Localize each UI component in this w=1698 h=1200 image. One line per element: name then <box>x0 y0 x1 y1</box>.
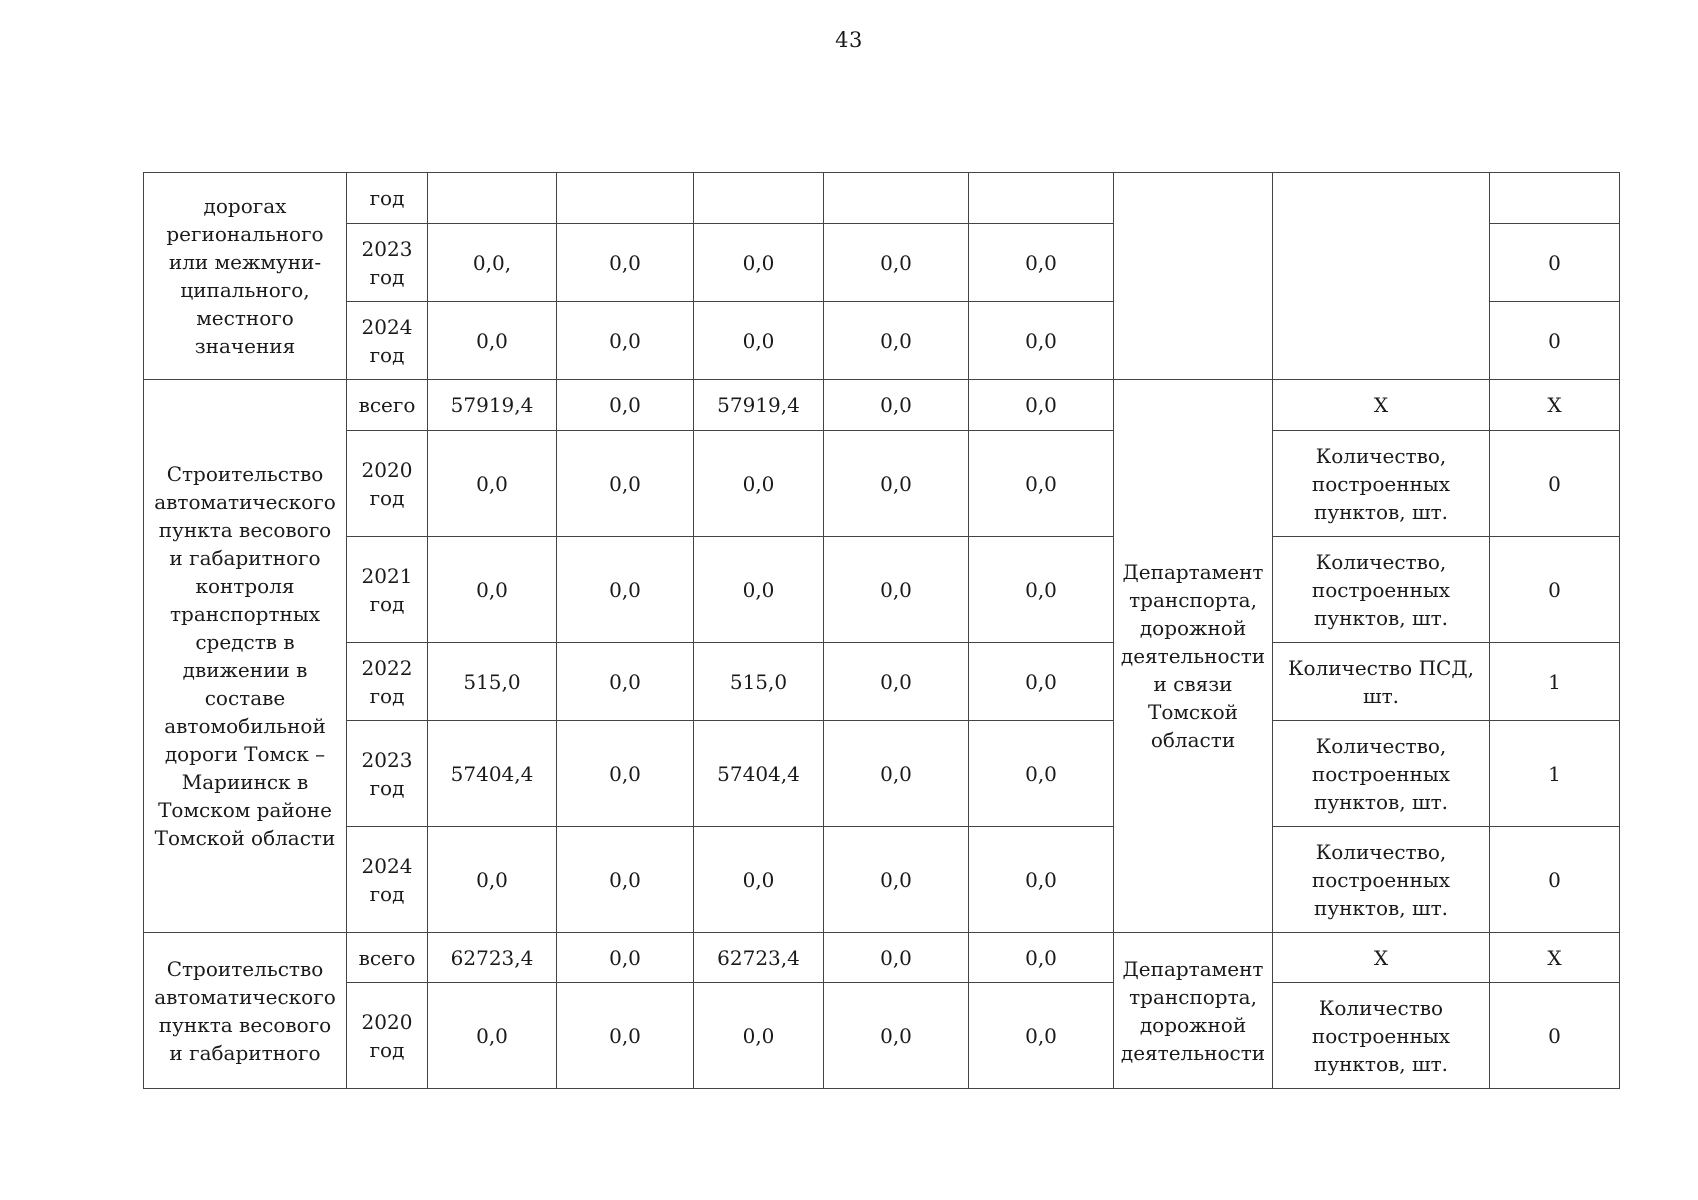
value-cell: 0,0 <box>824 933 969 983</box>
value-cell: 0,0 <box>969 933 1114 983</box>
value-cell: 0,0 <box>557 827 694 933</box>
event-name: Строительство автоматического пункта весового и габаритного контроля транспортных средств в движении в составе автомобильной дороги Томск – Мариинск в Томском районе Томской области <box>144 380 347 933</box>
table-row <box>144 173 1620 224</box>
event-name: дорогах регионального или межмуни-ципального, местного значения <box>144 173 347 380</box>
year-cell: 2023 год <box>347 224 428 302</box>
value-cell: 0,0 <box>824 721 969 827</box>
responsible-org: Департамент транспорта, дорожной деятельности и связи Томской области <box>1114 380 1273 933</box>
indicator-value: 0 <box>1490 537 1620 643</box>
year-cell: 2024 год <box>347 302 428 380</box>
indicator-value: 1 <box>1490 643 1620 721</box>
value-cell: 0,0, <box>428 224 557 302</box>
indicator-value <box>1490 173 1620 224</box>
event-name: Строительство автоматического пункта весового и габаритного <box>144 933 347 1089</box>
page-number: 43 <box>835 28 863 52</box>
table-row <box>144 721 1620 827</box>
indicator-name <box>1273 173 1490 380</box>
value-cell <box>969 173 1114 224</box>
indicator-value: 0 <box>1490 983 1620 1089</box>
value-cell: 0,0 <box>428 983 557 1089</box>
value-cell: 0,0 <box>969 827 1114 933</box>
year-cell: всего <box>347 380 428 431</box>
value-cell <box>824 173 969 224</box>
indicator-name: Количество построенных пунктов, шт. <box>1273 983 1490 1089</box>
responsible-org: Департамент транспорта, дорожной деятельности <box>1114 933 1273 1089</box>
indicator-value: 1 <box>1490 721 1620 827</box>
value-cell: 57404,4 <box>694 721 824 827</box>
value-cell: 62723,4 <box>694 933 824 983</box>
value-cell: 0,0 <box>969 983 1114 1089</box>
value-cell: 515,0 <box>694 643 824 721</box>
value-cell: 0,0 <box>694 537 824 643</box>
indicator-value: Х <box>1490 933 1620 983</box>
value-cell <box>694 173 824 224</box>
year-cell: 2023 год <box>347 721 428 827</box>
table-row <box>144 643 1620 721</box>
indicator-value: 0 <box>1490 827 1620 933</box>
value-cell: 0,0 <box>824 431 969 537</box>
value-cell: 57919,4 <box>428 380 557 431</box>
indicator-value: Х <box>1490 380 1620 431</box>
value-cell: 0,0 <box>694 302 824 380</box>
indicator-value: 0 <box>1490 302 1620 380</box>
value-cell: 62723,4 <box>428 933 557 983</box>
value-cell: 0,0 <box>557 983 694 1089</box>
table-row <box>144 933 1620 983</box>
value-cell: 0,0 <box>557 431 694 537</box>
indicator-name: Количество ПСД, шт. <box>1273 643 1490 721</box>
value-cell: 57404,4 <box>428 721 557 827</box>
value-cell: 0,0 <box>694 224 824 302</box>
indicator-name: Количество, построенных пунктов, шт. <box>1273 721 1490 827</box>
value-cell: 0,0 <box>824 380 969 431</box>
value-cell: 0,0 <box>557 643 694 721</box>
table-row <box>144 983 1620 1089</box>
indicator-name: Количество, построенных пунктов, шт. <box>1273 827 1490 933</box>
value-cell: 0,0 <box>694 431 824 537</box>
value-cell: 0,0 <box>428 537 557 643</box>
year-cell: 2022 год <box>347 643 428 721</box>
value-cell: 0,0 <box>969 380 1114 431</box>
value-cell: 0,0 <box>557 302 694 380</box>
year-cell: 2020 год <box>347 431 428 537</box>
year-cell: 2020 год <box>347 983 428 1089</box>
responsible-org <box>1114 173 1273 380</box>
indicator-value: 0 <box>1490 431 1620 537</box>
table-row <box>144 431 1620 537</box>
table-row <box>144 827 1620 933</box>
indicator-name: Х <box>1273 380 1490 431</box>
value-cell: 515,0 <box>428 643 557 721</box>
value-cell: 0,0 <box>557 537 694 643</box>
value-cell: 0,0 <box>557 721 694 827</box>
value-cell: 0,0 <box>969 431 1114 537</box>
indicator-name: Количество, построенных пунктов, шт. <box>1273 431 1490 537</box>
value-cell: 0,0 <box>557 224 694 302</box>
value-cell: 0,0 <box>969 302 1114 380</box>
value-cell <box>557 173 694 224</box>
value-cell: 57919,4 <box>694 380 824 431</box>
value-cell: 0,0 <box>824 983 969 1089</box>
value-cell: 0,0 <box>824 224 969 302</box>
table-row <box>144 537 1620 643</box>
value-cell: 0,0 <box>694 827 824 933</box>
value-cell: 0,0 <box>557 933 694 983</box>
value-cell: 0,0 <box>969 537 1114 643</box>
indicator-name: Количество, построенных пунктов, шт. <box>1273 537 1490 643</box>
value-cell: 0,0 <box>557 380 694 431</box>
value-cell: 0,0 <box>824 643 969 721</box>
value-cell: 0,0 <box>969 721 1114 827</box>
value-cell: 0,0 <box>428 431 557 537</box>
year-cell: всего <box>347 933 428 983</box>
table-row <box>144 380 1620 431</box>
year-cell: 2021 год <box>347 537 428 643</box>
year-cell: год <box>347 173 428 224</box>
year-cell: 2024 год <box>347 827 428 933</box>
indicator-name: Х <box>1273 933 1490 983</box>
value-cell: 0,0 <box>824 827 969 933</box>
value-cell: 0,0 <box>969 643 1114 721</box>
value-cell: 0,0 <box>824 537 969 643</box>
value-cell: 0,0 <box>824 302 969 380</box>
value-cell: 0,0 <box>428 827 557 933</box>
value-cell: 0,0 <box>428 302 557 380</box>
value-cell: 0,0 <box>694 983 824 1089</box>
value-cell <box>428 173 557 224</box>
program-table <box>143 172 1620 1089</box>
indicator-value: 0 <box>1490 224 1620 302</box>
value-cell: 0,0 <box>969 224 1114 302</box>
